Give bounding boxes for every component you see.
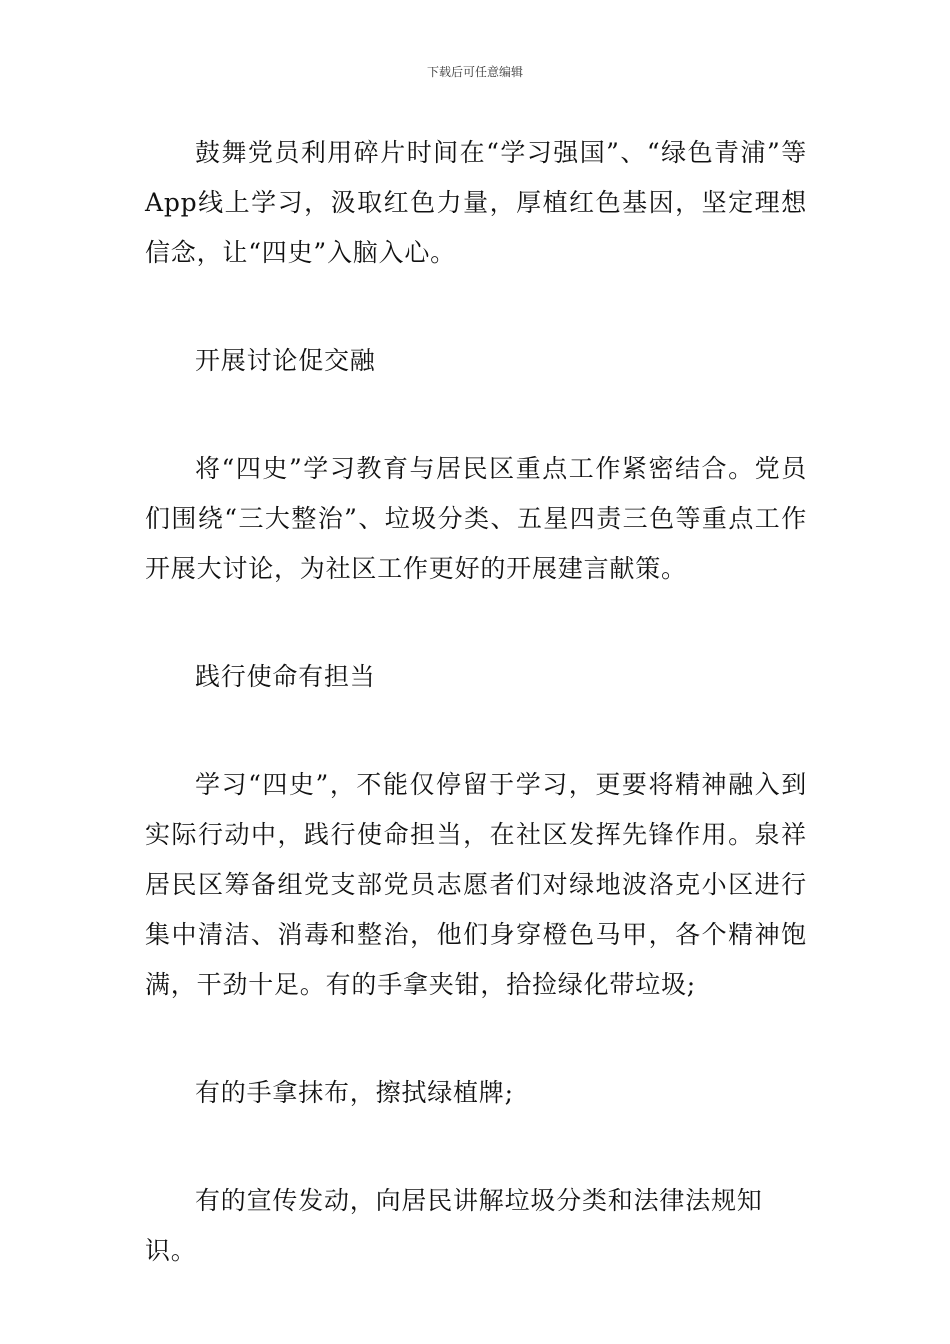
paragraph-gap <box>145 386 807 444</box>
document-body <box>145 128 807 1276</box>
paragraph-cleaning: 有的手拿抹布，擦拭绿植牌; <box>195 1078 514 1107</box>
paragraph-discussion: 将“四史”学习教育与居民区重点工作紧密结合。党员们围绕“三大整治”、垃圾分类、五星四责三色等重点工作开展大讨论，为社区工作更好的开展建言献策。 <box>145 454 807 583</box>
paragraph-gap <box>145 1010 807 1068</box>
paragraph-study-online: 鼓舞党员利用碎片时间在“学习强国”、“绿色青浦”等App线上学习，汲取红色力量，厚植红色基因，坚定理想信念，让“四史”入脑入心。 <box>145 138 807 267</box>
paragraph-gap <box>145 594 807 652</box>
paragraph-gap <box>145 702 807 760</box>
paragraph-publicity: 有的宣传发动，向居民讲解垃圾分类和法律法规知识。 <box>145 1186 763 1265</box>
section-heading-mission: 践行使命有担当 <box>195 662 376 691</box>
paragraph-mission: 学习“四史”，不能仅停留于学习，更要将精神融入到实际行动中，践行使命担当，在社区发挥先锋作用。泉祥居民区筹备组党支部党员志愿者们对绿地波洛克小区进行集中清洁、消毒和整治，他们身穿橙色马甲，各个精神饱满，干劲十足。有的手拿夹钳，拾捡绿化带垃圾; <box>145 770 807 999</box>
header-note: 下载后可任意编辑 <box>426 65 523 79</box>
paragraph-gap <box>145 1118 807 1176</box>
section-heading-discussion: 开展讨论促交融 <box>195 346 376 375</box>
paragraph-gap <box>145 278 807 336</box>
